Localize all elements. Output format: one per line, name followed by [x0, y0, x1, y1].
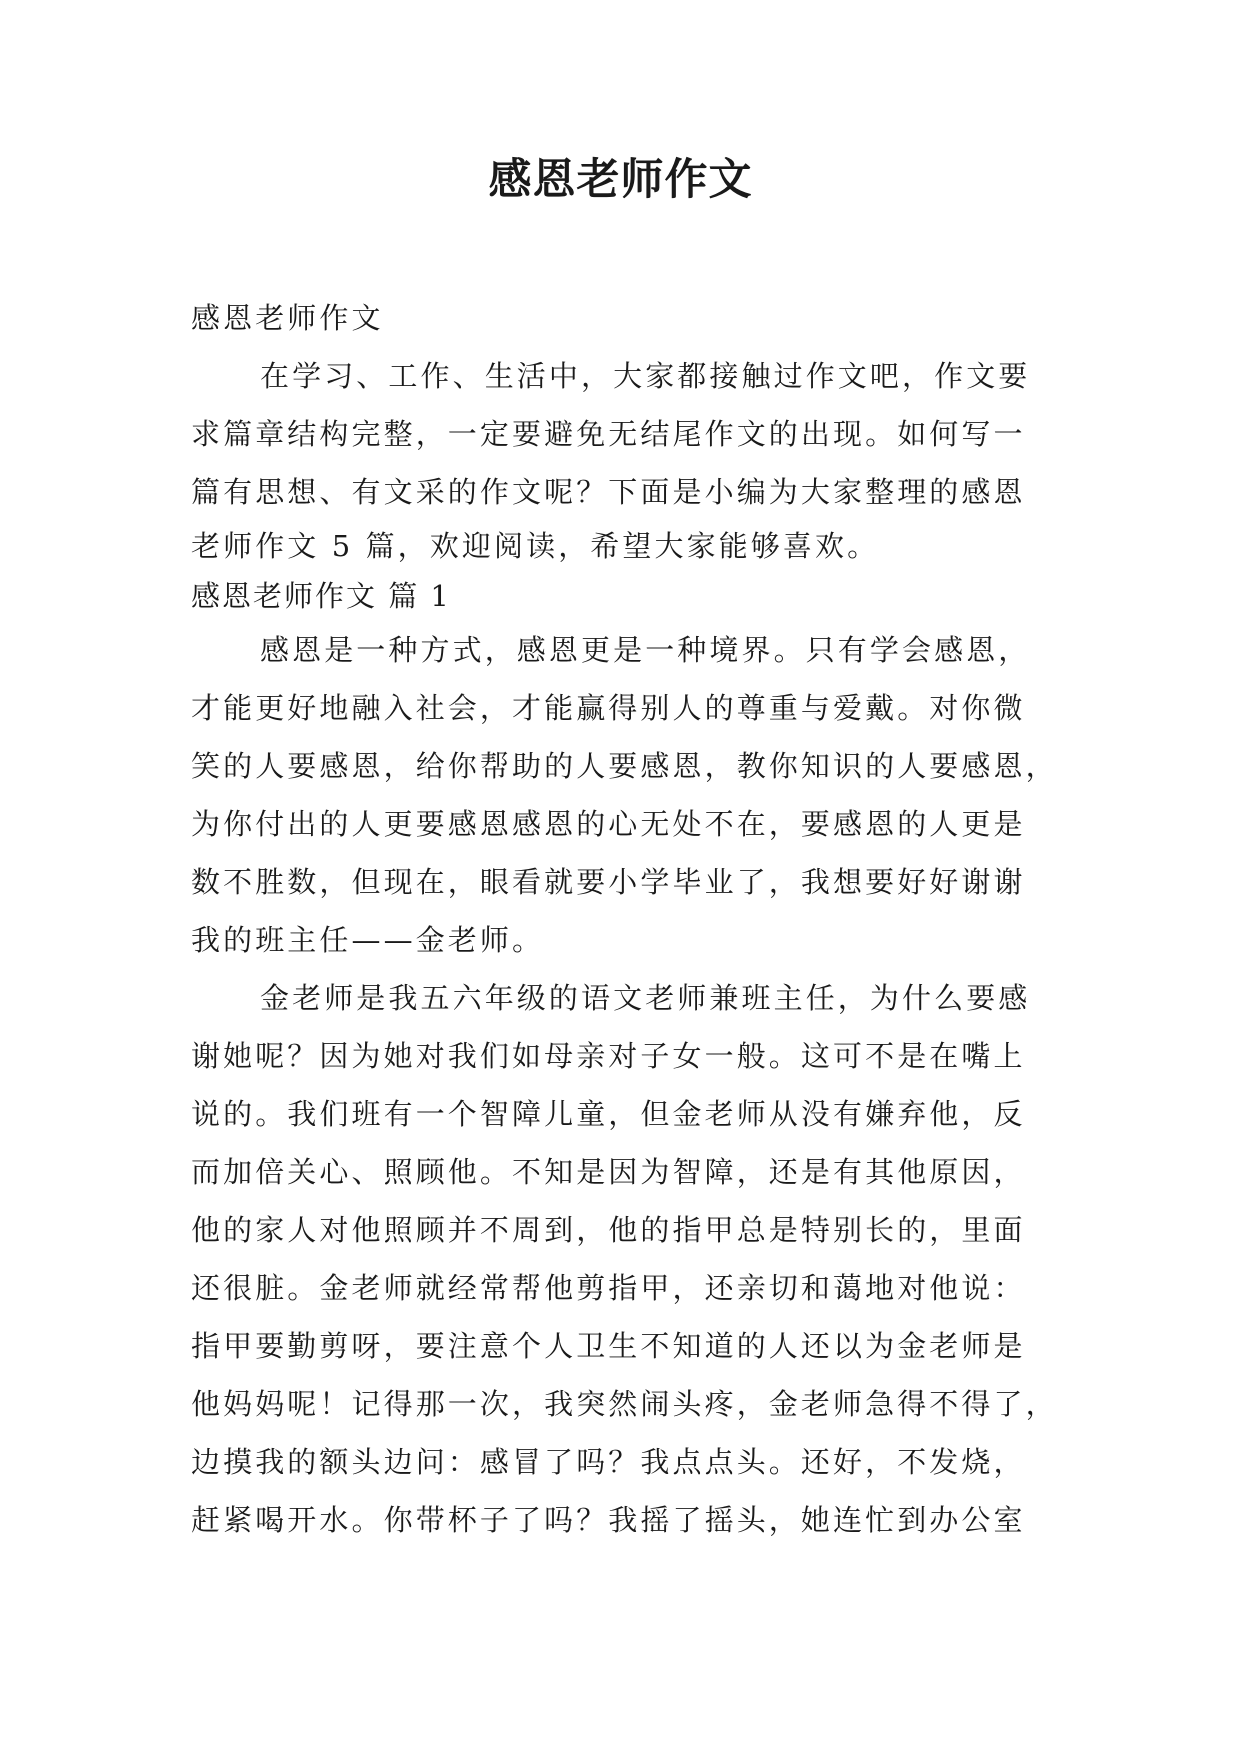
- intro-paragraph: [191, 347, 1051, 571]
- paragraph-line: 感恩是一种方式，感恩更是一种境界。只有学会感恩，: [260, 633, 1031, 667]
- paragraph-line: 谢她呢？因为她对我们如母亲对子女一般。这可不是在嘴上: [191, 1039, 1026, 1073]
- paragraph-line: 赶紧喝开水。你带杯子了吗？我摇了摇头，她连忙到办公室: [191, 1503, 1026, 1537]
- paragraph-line: 指甲要勤剪呀，要注意个人卫生不知道的人还以为金老师是: [191, 1329, 1026, 1363]
- paragraph-line: 边摸我的额头边问：感冒了吗？我点点头。还好，不发烧，: [191, 1445, 1026, 1479]
- paragraph-line: 金老师是我五六年级的语文老师兼班主任，为什么要感: [260, 981, 1031, 1015]
- paragraph-line: 笑的人要感恩，给你帮助的人要感恩，教你知识的人要感恩，: [191, 749, 1058, 783]
- paragraph-line: 数不胜数，但现在，眼看就要小学毕业了，我想要好好谢谢: [191, 865, 1026, 899]
- paragraph-line: 还很脏。金老师就经常帮他剪指甲，还亲切和蔼地对他说：: [191, 1271, 1026, 1305]
- section-heading: 感恩老师作文 篇 1: [191, 579, 451, 613]
- paragraph-line: 而加倍关心、照顾他。不知是因为智障，还是有其他原因，: [191, 1155, 1026, 1189]
- paragraph-line: 求篇章结构完整，一定要避免无结尾作文的出现。如何写一: [191, 417, 1026, 451]
- document-heading: 感恩老师作文: [191, 301, 384, 335]
- paragraph-line: 在学习、工作、生活中，大家都接触过作文吧，作文要: [260, 359, 1031, 393]
- paragraph-line: 才能更好地融入社会，才能赢得别人的尊重与爱戴。对你微: [191, 691, 1026, 725]
- paragraph-line: 他妈妈呢！记得那一次，我突然闹头疼，金老师急得不得了，: [191, 1387, 1058, 1421]
- paragraph-line: 说的。我们班有一个智障儿童，但金老师从没有嫌弃他，反: [191, 1097, 1026, 1131]
- paragraph-line: 老师作文 5 篇，欢迎阅读，希望大家能够喜欢。: [191, 529, 880, 563]
- paragraph-2: [191, 969, 1058, 1549]
- paragraph-line: 他的家人对他照顾并不周到，他的指甲总是特别长的，里面: [191, 1213, 1026, 1247]
- document-body: [191, 289, 1058, 1549]
- paragraph-1: [191, 621, 1058, 969]
- paragraph-line: 篇有思想、有文采的作文呢？下面是小编为大家整理的感恩: [191, 475, 1026, 509]
- paragraph-line: 我的班主任——金老师。: [191, 923, 545, 957]
- document-title: 感恩老师作文: [488, 155, 753, 205]
- paragraph-line: 为你付出的人更要感恩感恩的心无处不在，要感恩的人更是: [191, 807, 1026, 841]
